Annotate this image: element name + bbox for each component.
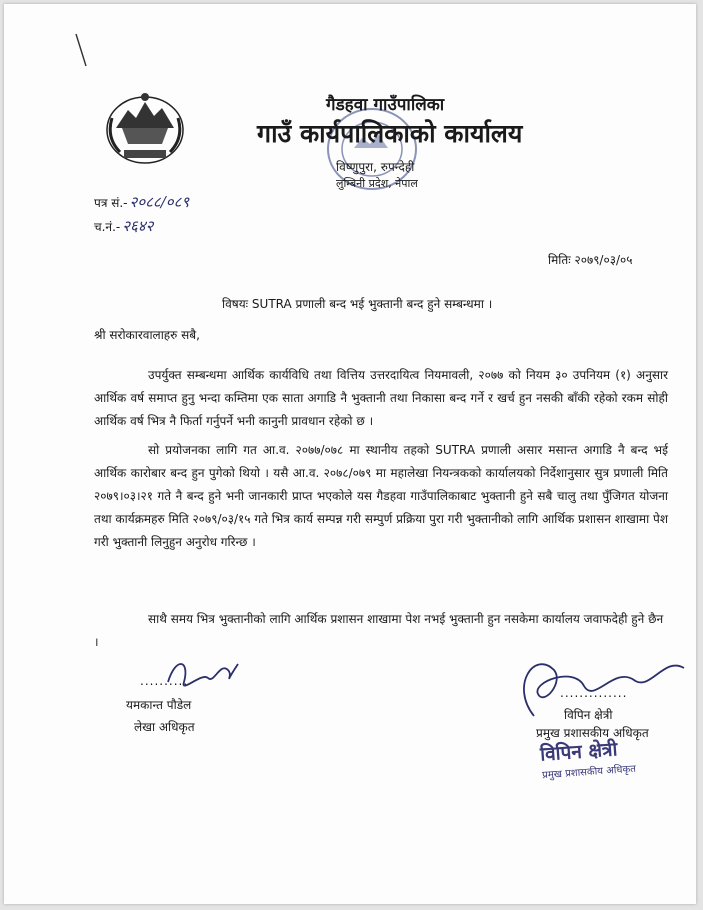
name-stamp: विपिन क्षेत्री [539,738,619,766]
letter-number-value: २०८८/०८९ [129,193,190,211]
dispatch-number-label: च.नं.- [94,220,121,234]
pen-mark [74,32,90,70]
right-signature-line: .............. [560,686,628,700]
left-signatory-title: लेखा अधिकृत [134,720,195,734]
office-title: गाउँ कार्यपालिकाको कार्यालय [257,119,523,148]
left-signatory-name: यमकान्त पौडेल [126,698,192,712]
left-signature-line: .......... [140,674,189,688]
right-signatory-name: विपिन क्षेत्री [564,708,613,722]
office-province: लुम्बिनी प्रदेश, नेपाल [336,177,418,190]
letter-number [94,192,189,212]
dispatch-number [94,216,153,236]
salutation: श्री सरोकारवालाहरु सबै, [94,328,200,342]
dispatch-number-value: २६४२ [122,217,154,235]
nepal-emblem-logo [102,88,188,168]
municipality-name: गैडहवा गाउँपालिका [326,95,445,115]
closing-note: साथै समय भित्र भुक्तानीको लागि आर्थिक प्रशासन शाखामा पेश नभई भुक्तानी हुन नसकेमा कार्यालय जवाफदेही हुने छैन । [94,612,664,649]
name-stamp-title: प्रमुख प्रशासकीय अधिकृत [541,763,637,782]
letter-subject: विषयः SUTRA प्रणाली बन्द भई भुक्तानी बन्द हुने सम्बन्धमा । [222,297,493,311]
paragraph-2: सो प्रयोजनका लागि गत आ.व. २०७७/०७८ मा स्थानीय तहको SUTRA प्रणाली असार मसान्त अगाडि नै बन्द भई आर्थिक कारोबार बन्द हुन पुगेको थियो । यसै आ.व. २०७८/०७९ मा महालेखा नियन्त्रकको कार्यालयको निर्देशानुसार सुत्र प्रणाली मिति २०७९।०३।२१ गते नै बन्द हुने भनी जानकारी प्राप्त भएकोले यस गैडहवा गाउँपालिकाबाट भुक्तानी हुने सबै चालु तथा पुँजिगत योजना तथा कार्यक्रमहरु मिति २०७९/०३/१५ गते भित्र कार्य सम्पन्न गरी सम्पुर्ण प्रक्रिया पुरा गरी भुक्तानीको लागि आर्थिक प्रशासन शाखामा पेश गरी भुक्तानी लिनुहुन अनुरोध गरिन्छ । [94,443,669,549]
letter-number-label: पत्र सं.- [94,196,128,210]
paragraph-1: उपर्युक्त सम्बन्धमा आर्थिक कार्यविधि तथा वित्तिय उत्तरदायित्व नियमावली, २०७७ को नियम ३० उपनियम (१) अनुसार आर्थिक वर्ष समाप्त हुनु भन्दा कम्तिमा एक साता अगाडि नै भुक्तानी तथा निकासा बन्द गर्ने र खर्च हुन नसकी बाँकी रहेको रकम सोही आर्थिक वर्ष भित्र नै फिर्ता गर्नुपर्ने भनी कानुनी प्रावधान रहेको छ । [94,368,668,428]
letter-date: मितिः २०७९/०३/०५ [548,253,633,267]
office-address: विष्णुपुरा, रुपन्देही [336,160,415,174]
letter-page [4,4,696,904]
right-signatory-title: प्रमुख प्रशासकीय अधिकृत [536,726,649,740]
